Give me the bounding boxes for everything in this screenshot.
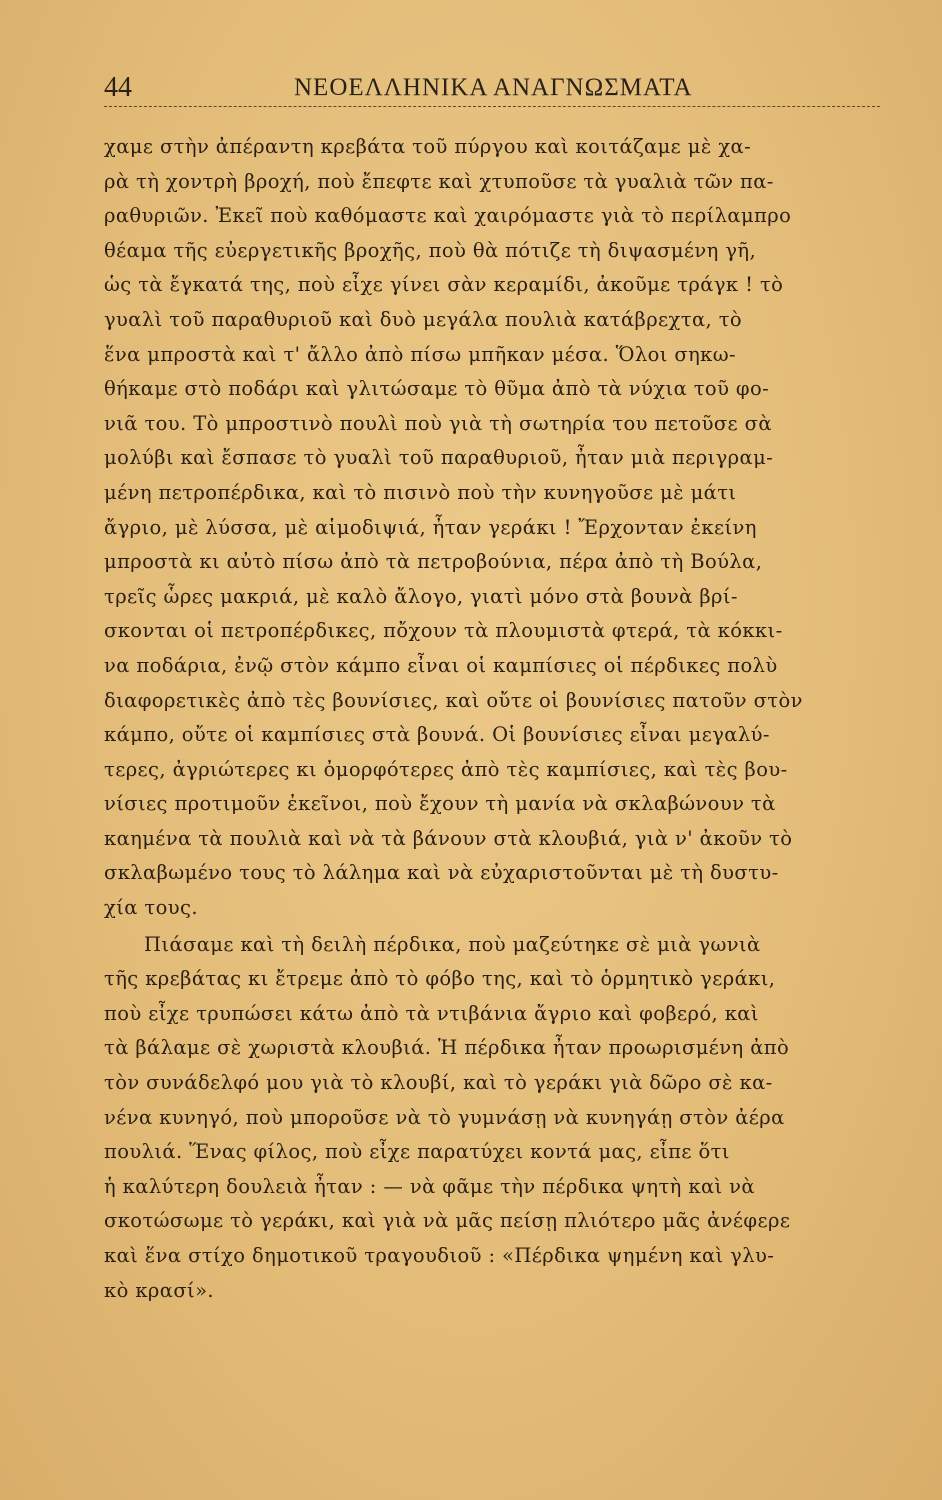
header-rule (104, 106, 880, 107)
text-line: διαφορετικὲς ἀπὸ τὲς βουνίσιες, καὶ οὔτε οἱ βουνίσιες πατοῦν στὸν (104, 688, 803, 712)
text-line: καημένα τὰ πουλιὰ καὶ νὰ τὰ βάνουν στὰ κλουβιά, γιὰ ν' ἀκοῦν τὸ (104, 826, 793, 850)
text-line: τὰ βάλαμε σὲ χωριστὰ κλουβιά. Ἡ πέρδικα ἦταν προωρισμένη ἀπὸ (104, 1036, 790, 1060)
text-line: τῆς κρεβάτας κι ἔτρεμε ἀπὸ τὸ φόβο της, καὶ τὸ ὁρμητικὸ γεράκι, (104, 967, 776, 991)
text-line: νιᾶ του. Τὸ μπροστινὸ πουλὶ ποὺ γιὰ τὴ σωτηρία του πετοῦσε σὰ (104, 411, 772, 435)
text-line: χαμε στὴν ἀπέραντη κρεβάτα τοῦ πύργου καὶ κοιτάζαμε μὲ χα- (104, 135, 752, 158)
text-line: γυαλὶ τοῦ παραθυριοῦ καὶ δυὸ μεγάλα πουλιὰ κατάβρεχτα, τὸ (104, 307, 743, 331)
text-line: ραθυριῶν. Ἐκεῖ ποὺ καθόμαστε καὶ χαιρόμαστε γιὰ τὸ περίλαμπρο (104, 204, 792, 228)
text-line: κὸ κρασί». (104, 1278, 215, 1302)
page-header (104, 66, 880, 106)
text-line: θήκαμε στὸ ποδάρι καὶ γλιτώσαμε τὸ θῦμα ἀπὸ τὰ νύχια τοῦ φο- (104, 377, 770, 401)
text-line: καὶ ἕνα στίχο δημοτικοῦ τραγουδιοῦ : «Πέρδικα ψημένη καὶ γλυ- (104, 1244, 775, 1267)
text-line: θέαμα τῆς εὐεργετικῆς βροχῆς, ποὺ θὰ πότιζε τὴ διψασμένη γῆ, (104, 238, 757, 262)
text-line: τὸν συνάδελφό μου γιὰ τὸ κλουβί, καὶ τὸ γεράκι γιὰ δῶρο σὲ κα- (104, 1071, 773, 1095)
text-line: ἕνα μπροστὰ καὶ τ' ἄλλο ἀπὸ πίσω μπῆκαν μέσα. Ὅλοι σηκω- (104, 342, 737, 366)
text-line: να ποδάρια, ἐνῷ στὸν κάμπο εἶναι οἱ καμπίσιες οἱ πέρδικες πολὺ (104, 653, 778, 677)
text-line: σκονται οἱ πετροπέρδικες, πὄχουν τὰ πλουμιστὰ φτερά, τὰ κόκκι- (104, 619, 783, 643)
text-line: πουλιά. Ἕνας φίλος, ποὺ εἶχε παρατύχει κοντά μας, εἶπε ὅτι (104, 1140, 730, 1164)
text-line: Πιάσαμε καὶ τὴ δειλὴ πέρδικα, ποὺ μαζεύτηκε σὲ μιὰ γωνιὰ (144, 932, 761, 956)
text-line: ἡ καλύτερη δουλειὰ ἦταν : — νὰ φᾶμε τὴν πέρδικα ψητὴ καὶ νὰ (104, 1174, 755, 1198)
paragraph-2 (104, 928, 876, 1309)
text-line: χία τους. (104, 896, 198, 920)
text-line: μπροστὰ κι αὐτὸ πίσω ἀπὸ τὰ πετροβούνια, πέρα ἀπὸ τὴ Βούλα, (104, 550, 763, 574)
text-line: κάμπο, οὔτε οἱ καμπίσιες στὰ βουνά. Οἱ βουνίσιες εἶναι μεγαλύ- (104, 723, 770, 747)
paragraph-1 (104, 130, 876, 926)
text-line: νένα κυνηγό, ποὺ μποροῦσε νὰ τὸ γυμνάσῃ νὰ κυνηγάῃ στὸν ἀέρα (104, 1105, 785, 1129)
text-line: ποὺ εἶχε τρυπώσει κάτω ἀπὸ τὰ ντιβάνια ἄγριο καὶ φοβερό, καὶ (104, 1001, 759, 1025)
text-line: σκλαβωμένο τους τὸ λάλημα καὶ νὰ εὐχαριστοῦνται μὲ τὴ δυστυ- (104, 861, 779, 885)
text-line: σκοτώσωμε τὸ γεράκι, καὶ γιὰ νὰ μᾶς πείσῃ πλιότερο μᾶς ἀνέφερε (104, 1209, 791, 1233)
text-line: μολύβι καὶ ἔσπασε τὸ γυαλὶ τοῦ παραθυριοῦ, ἦταν μιὰ περιγραμ- (104, 446, 774, 470)
page-number: 44 (104, 72, 132, 103)
text-line: νίσιες προτιμοῦν ἐκεῖνοι, ποὺ ἔχουν τὴ μανία νὰ σκλαβώνουν τὰ (104, 792, 776, 816)
text-line: τερες, ἀγριώτερες κι ὀμορφότερες ἀπὸ τὲς καμπίσιες, καὶ τὲς βου- (104, 757, 788, 781)
text-line: ἄγριο, μὲ λύσσα, μὲ αἱμοδιψιά, ἦταν γεράκι ! Ἔρχονταν ἐκείνη (104, 515, 757, 539)
running-title: ΝΕΟΕΛΛΗΝΙΚΑ ΑΝΑΓΝΩΣΜΑΤΑ (294, 74, 693, 101)
text-line: τρεῖς ὧρες μακριά, μὲ καλὸ ἄλογο, γιατὶ μόνο στὰ βουνὰ βρί- (104, 584, 738, 608)
text-line: ρὰ τὴ χοντρὴ βροχή, ποὺ ἔπεφτε καὶ χτυποῦσε τὰ γυαλιὰ τῶν πα- (104, 169, 774, 193)
body-text (104, 130, 876, 1308)
text-line: μένη πετροπέρδικα, καὶ τὸ πισινὸ ποὺ τὴν κυνηγοῦσε μὲ μάτι (104, 480, 737, 504)
text-line: ὡς τὰ ἔγκατά της, ποὺ εἶχε γίνει σὰν κεραμίδι, ἀκοῦμε τράγκ ! τὸ (104, 273, 784, 297)
